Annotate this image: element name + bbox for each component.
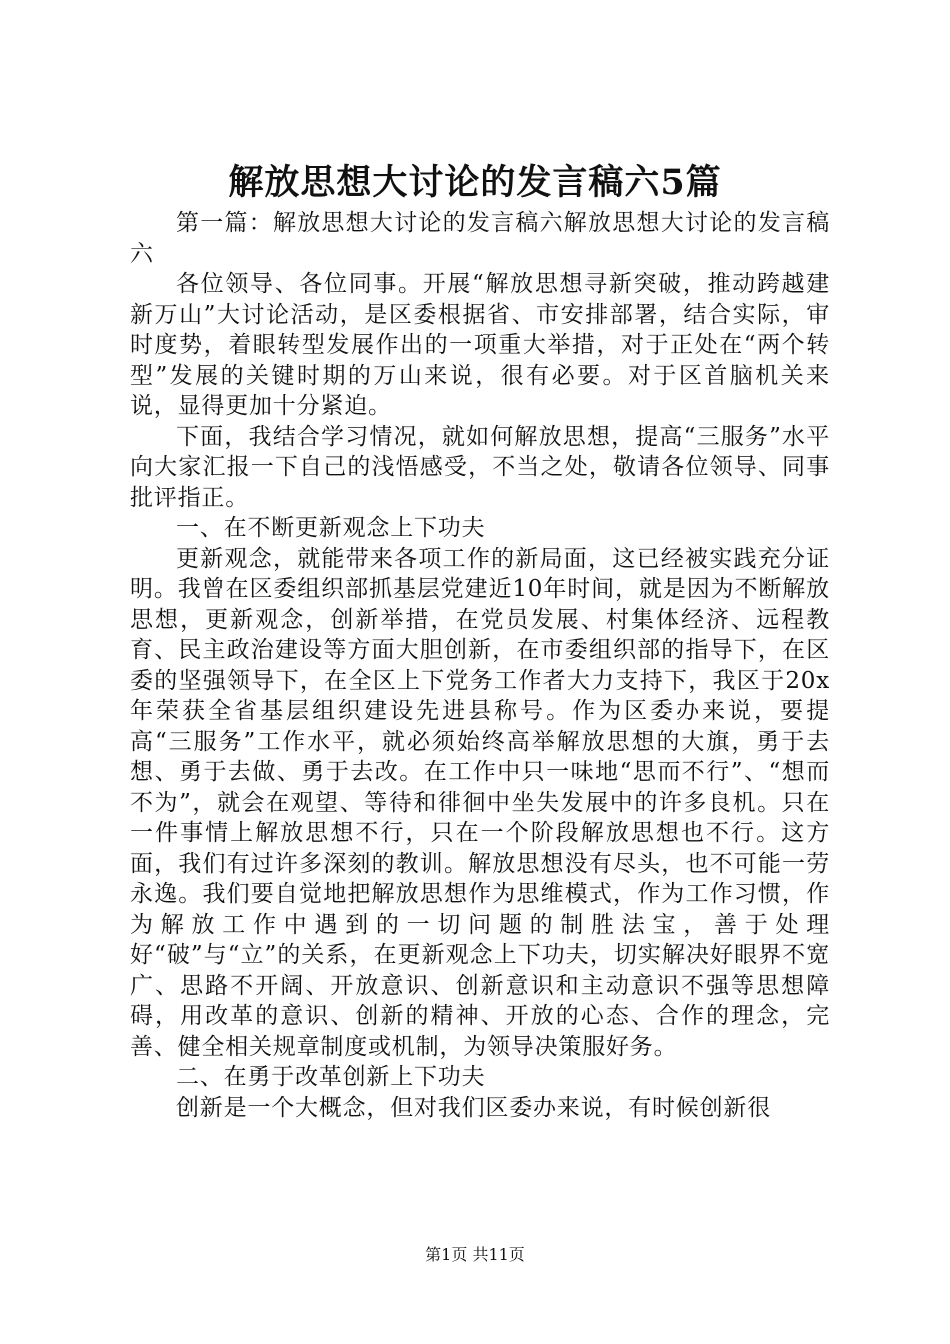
document-body [130,208,830,1123]
paragraph-section-one: 更新观念，就能带来各项工作的新局面，这已经被实践充分证明。我曾在区委组织部抓基层党建近10年时间，就是因为不断解放思想，更新观念，创新举措，在党员发展、村集体经济、远程教育、民主政治建设等方面大胆创新，在市委组织部的指导下，在区委的坚强领导下，在全区上下党务工作者大力支持下，我区于20x年荣获全省基层组织建设先进县称号。作为区委办来说，要提高“三服务”工作水平，就必须始终高举解放思想的大旗，勇于去想、勇于去做、勇于去改。在工作中只一味地“思而不行”、“想而不为”，就会在观望、等待和徘徊中坐失发展中的许多良机。只在一件事情上解放思想不行，只在一个阶段解放思想也不行。这方面，我们有过许多深刻的教训。解放思想没有尽头，也不可能一劳永逸。我们要自觉地把解放思想作为思维模式，作为工作习惯，作为解放工作中遇到的一切问题的制胜法宝，善于处理好“破”与“立”的关系，在更新观念上下功夫，切实解决好眼界不宽广、思路不开阔、开放意识、创新意识和主动意识不强等思想障碍，用改革的意识、创新的精神、开放的心态、合作的理念，完善、健全相关规章制度或机制，为领导决策服好务。 [130,545,830,1060]
paragraph-section-two: 创新是一个大概念，但对我们区委办来说，有时候创新很 [176,1094,771,1121]
page-number-footer: 第1页 共11页 [425,1245,525,1264]
paragraph-greeting: 各位领导、各位同事。开展“解放思想寻新突破，推动跨越建新万山”大讨论活动，是区委根据省、市安排部署，结合实际，审时度势，着眼转型发展作出的一项重大举措，对于正处在“两个转型”发展的关键时期的万山来说，很有必要。对于区首脑机关来说，显得更加十分紧迫。 [130,271,830,419]
section-heading-one: 一、在不断更新观念上下功夫 [176,515,486,541]
paragraph-heading-first-article: 第一篇：解放思想大讨论的发言稿六解放思想大讨论的发言稿六 [130,210,830,267]
paragraph-intro: 下面，我结合学习情况，就如何解放思想，提高“三服务”水平向大家汇报一下自己的浅悟感受，不当之处，敬请各位领导、同事批评指正。 [130,423,830,511]
section-heading-two: 二、在勇于改革创新上下功夫 [176,1064,486,1090]
document-title: 解放思想大讨论的发言稿六5篇 [228,162,722,203]
